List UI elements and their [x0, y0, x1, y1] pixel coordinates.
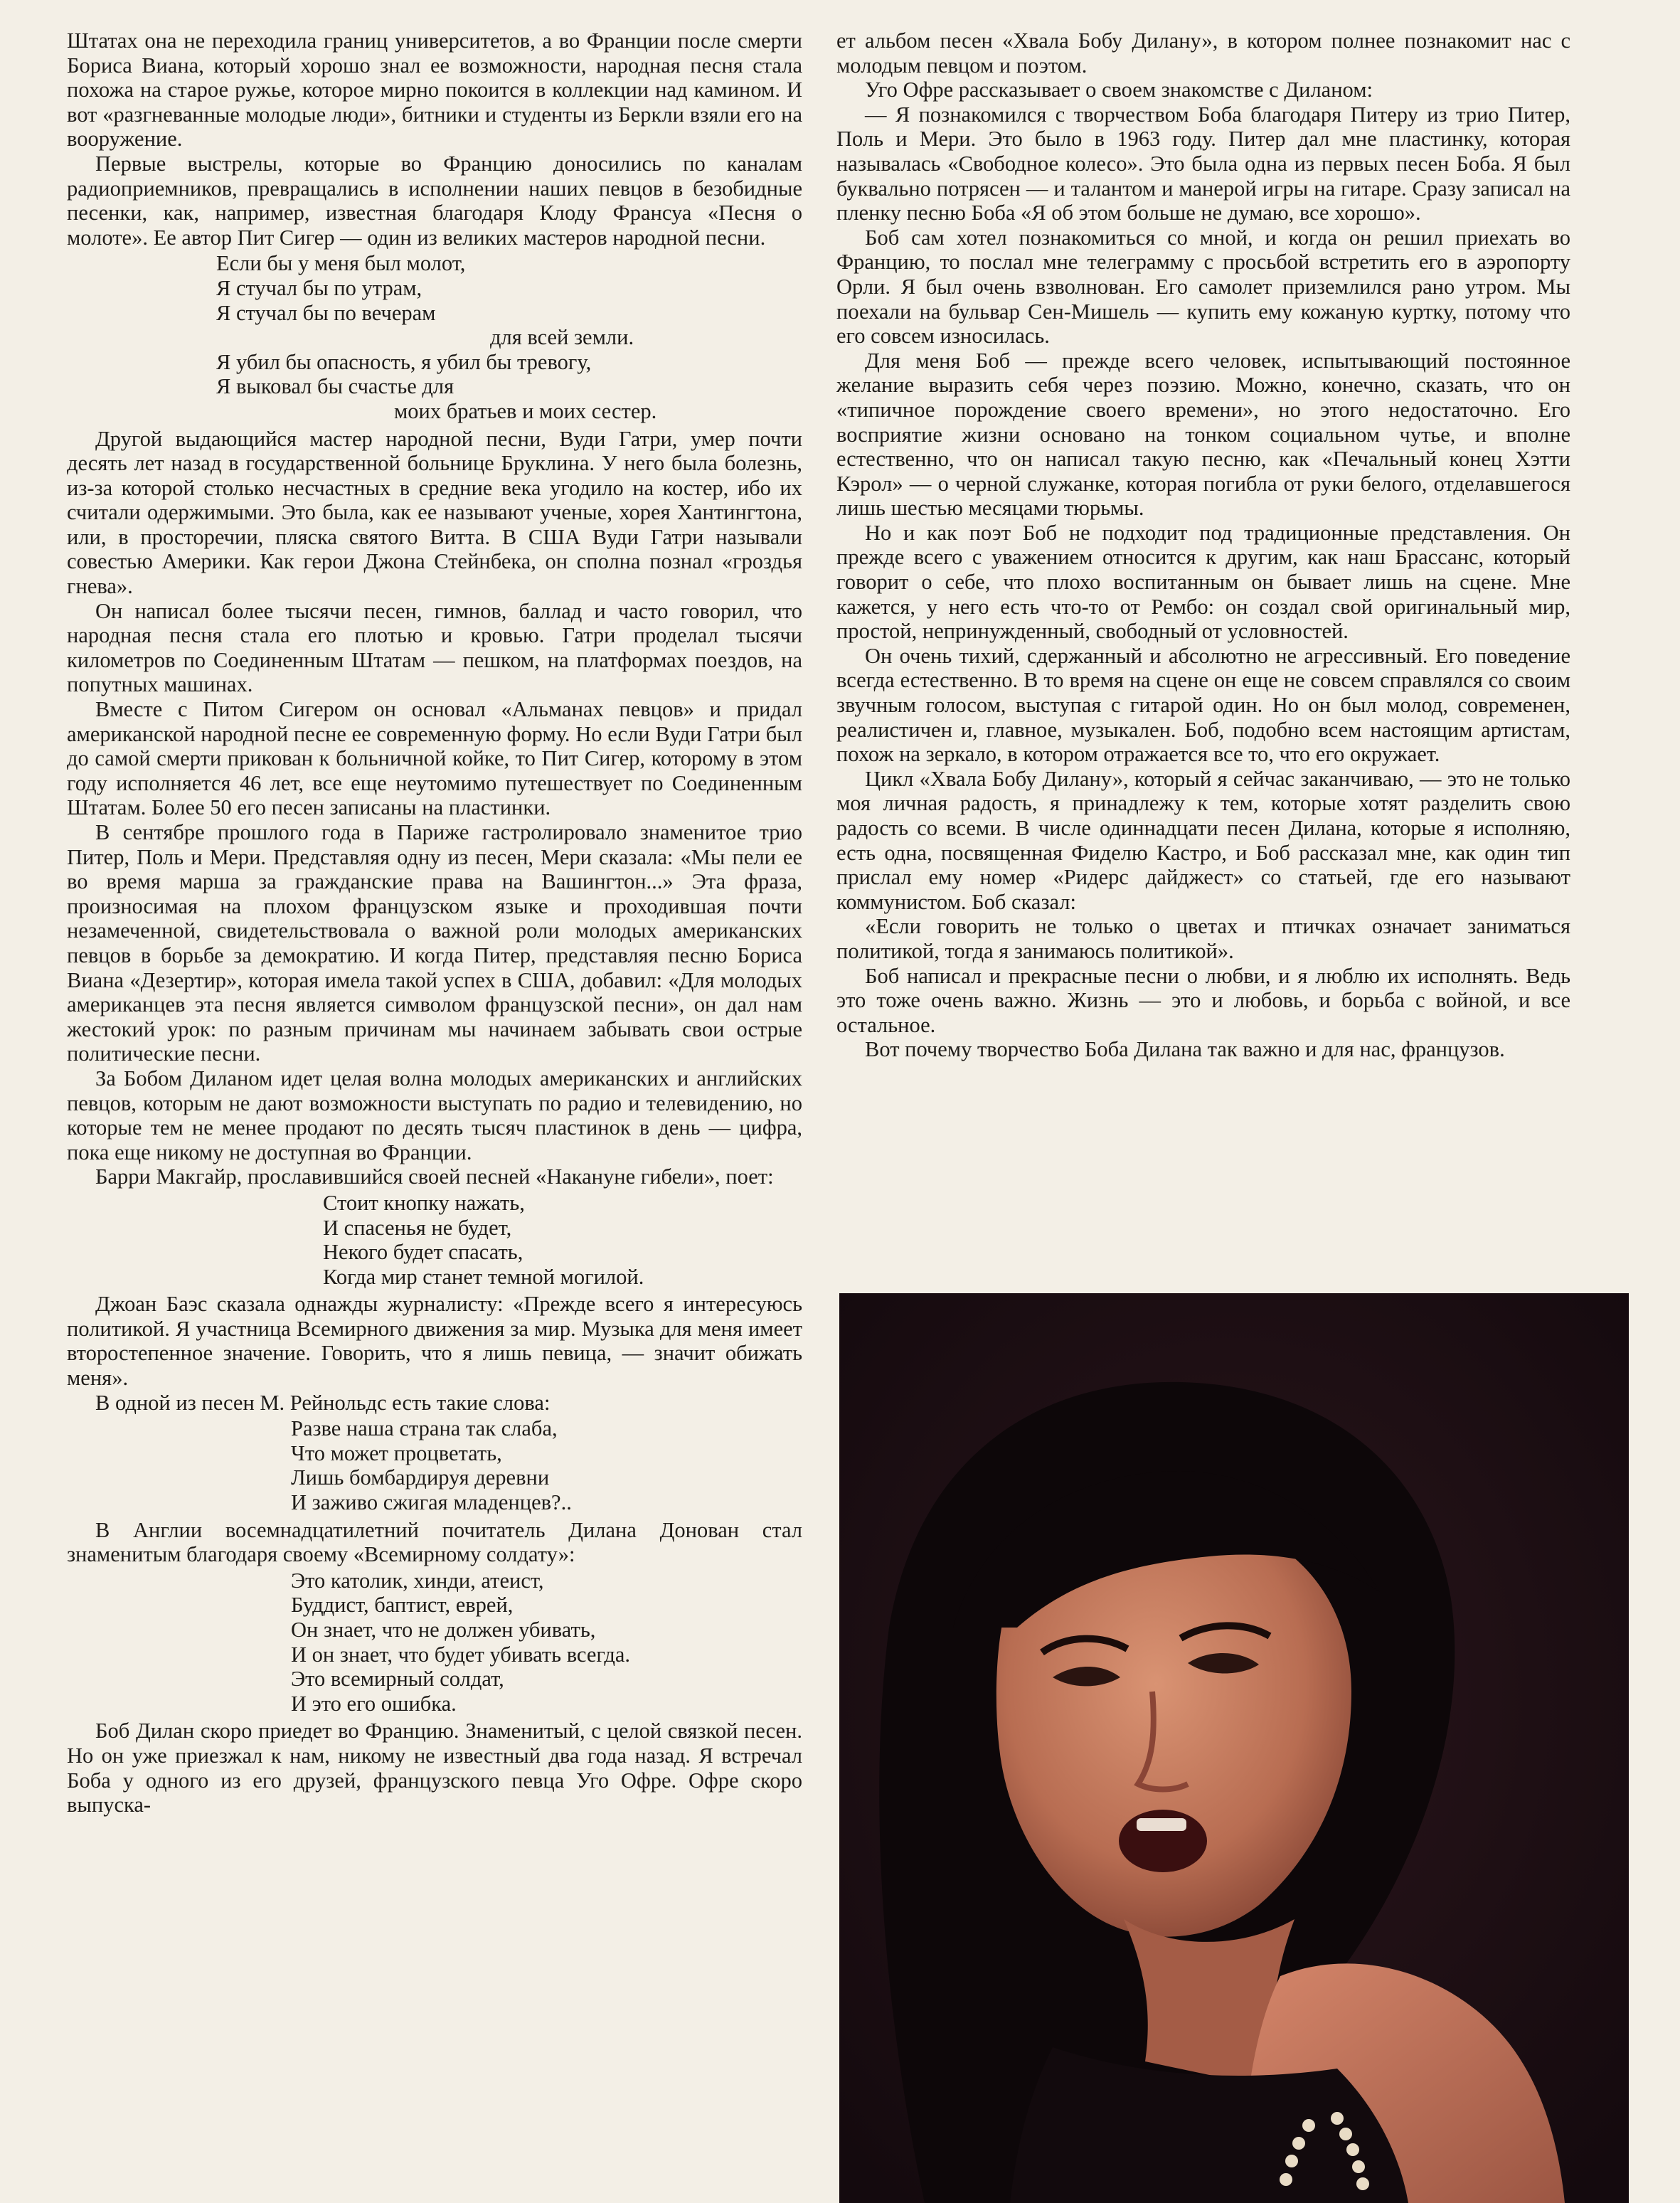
paragraph: Джоан Баэс сказала однажды журналисту: «Прежде всего я интересуюсь политикой. Я участница Всемирного движения за мир. Музыка для меня имеет второстепенное значение. Говорить, что я лишь певица, — значит обижать меня». [67, 1292, 802, 1391]
poem-line: Некого будет спасать, [323, 1240, 523, 1265]
poem-line: Разве наша страна так слаба, [291, 1416, 558, 1441]
paragraph: Но и как поэт Боб не подходит под традиционные представления. Он прежде всего с уважением относится к другим, как наш Брассанс, который говорит о себе, что плохо воспитанным он бывает лишь на сцене. Мне кажется, у него есть что-то от Рембо: он создал свой оригинальный мир, простой, непринужденный, свободный от условностей. [836, 520, 1570, 644]
poem-line: Я стучал бы по утрам, [216, 275, 422, 300]
poem-line: Лишь бомбардируя деревни [291, 1465, 550, 1490]
paragraph: Боб сам хотел познакомиться со мной, и когда он решил приехать во Францию, то послал мне телеграмму с просьбой встретить его в аэропорту Орли. Я был очень взволнован. Его самолет приземлился рано утром. Мы поехали на бульвар Сен-Мишель — купить ему кожаную куртку, потому что его совсем износилась. [836, 225, 1570, 349]
paragraph: Первые выстрелы, которые во Францию доносились по каналам радиоприемников, превращались в исполнении наших певцов в безобидные песенки, как, например, известная благодаря Клоду Франсуа «Песня о молоте». Ее автор Пит Сигер — один из великих мастеров народной песни. [67, 151, 802, 250]
poem-hammer [216, 251, 802, 423]
poem-line: И это его ошибка. [291, 1691, 457, 1716]
paragraph: Для меня Боб — прежде всего человек, испытывающий постоянное желание выразить себя через поэзию. Можно, конечно, сказать, что он «типичное порождение своего времени», но этого недостаточно. Его восприятие жизни основано на тонком социальном чутье, и вполне естественно, что он написал такую песню, как «Печальный конец Хэтти Кэрол» — о черной служанке, которая погибла от руки белого, отделавшегося лишь шестью месяцами тюрьмы. [836, 348, 1570, 521]
paragraph: Цикл «Хвала Бобу Дилану», который я сейчас заканчиваю, — это не только моя личная радость, я принадлежу к тем, которые хотят разделить свою радость со всеми. В числе одиннадцати песен Дилана, которые я исполняю, есть одна, посвященная Фиделю Кастро, и Боб рассказал мне, как один тип прислал ему номер «Ридерс дайджест» со статьей, где его называют коммунистом. Боб сказал: [836, 766, 1570, 914]
paragraph: Барри Макгайр, прославившийся своей песней «Накануне гибели», поет: [95, 1164, 774, 1189]
paragraph: — Я познакомился с творчеством Боба благодаря Питеру из трио Питер, Поль и Мери. Это было в 1963 году. Питер дал мне пластинку, которая называлась «Свободное колесо». Это была одна из первых песен Боба. Я был буквально потрясен — и талантом и манерой игры на гитаре. Сразу записал на пленку песню Боба «Я об этом больше не думаю, все хорошо». [836, 102, 1570, 225]
paragraph: Штатах она не переходила границ университетов, а во Франции после смерти Бориса Виана, который хорошо знал ее возможности, народная песня стала похожа на старое ружье, которое мирно покоится в коллекции над камином. И вот «разгневанные молодые люди», битники и студенты из Беркли взяли его на вооружение. [67, 28, 802, 152]
poem-line: Это католик, хинди, атеист, [291, 1568, 544, 1593]
paragraph: Боб написал и прекрасные песни о любви, и я люблю их исполнять. Ведь это тоже очень важно. Жизнь — это и любовь, и борьба с войной, и все остальное. [836, 963, 1570, 1037]
poem-line: И он знает, что будет убивать всегда. [291, 1642, 631, 1667]
paragraph: ет альбом песен «Хвала Бобу Дилану», в котором полнее познакомит нас с молодым певцом и поэтом. [836, 28, 1570, 78]
poem-line: Буддист, баптист, еврей, [291, 1593, 514, 1618]
poem-line: Что может процветать, [291, 1440, 502, 1465]
paragraph: Уго Офре рассказывает о своем знакомстве с Диланом: [865, 78, 1373, 102]
poem-line: Стоит кнопку нажать, [323, 1190, 525, 1215]
poem-line: Когда мир станет темной могилой. [323, 1264, 644, 1289]
poem-line: Я выковал бы счастье для [216, 374, 454, 399]
poem-line: Я убил бы опасность, я убил бы тревогу, [216, 349, 592, 374]
paragraph: Он написал более тысячи песен, гимнов, баллад и часто говорил, что народная песня стала его плотью и кровью. Гатри проделал тысячи километров по Соединенным Штатам — пешком, на платформах поездов, на попутных машинах. [67, 598, 802, 697]
singer-photo [839, 1293, 1629, 2203]
poem-universal-soldier [291, 1568, 802, 1716]
paragraph: В одной из песен М. Рейнольдс есть такие слова: [95, 1390, 551, 1415]
poem-line: Я стучал бы по вечерам [216, 300, 436, 325]
poem-line: Если бы у меня был молот, [216, 251, 466, 276]
paragraph: Боб Дилан скоро приедет во Францию. Знаменитый, с целой связкой песен. Но он уже приезжал к нам, никому не известный два года назад. Я встречал Боба у одного из его друзей, французского певца Уго Офре. Офре скоро выпуска- [67, 1719, 802, 1817]
poem-button [323, 1191, 802, 1289]
paragraph: В Англии восемнадцатилетний почитатель Дилана Донован стал знаменитым благодаря своему «Всемирному солдату»: [67, 1517, 802, 1567]
poem-line: для всей земли. [490, 325, 634, 350]
right-column [836, 28, 1570, 1062]
poem-line: И заживо сжигая младенцев?.. [291, 1490, 572, 1515]
left-column [67, 28, 802, 1817]
teeth [1137, 1818, 1186, 1831]
poem-line: И спасенья не будет, [323, 1215, 512, 1240]
paragraph: Вот почему творчество Боба Дилана так важно и для нас, французов. [865, 1037, 1505, 1062]
poem-reynolds [291, 1416, 802, 1514]
poem-line: Это всемирный солдат, [291, 1667, 504, 1692]
paragraph: Он очень тихий, сдержанный и абсолютно не агрессивный. Его поведение всегда естественно. В то время на сцене он еще не совсем справлялся со своим звучным голосом, выступая с гитарой один. Но он был молод, современен, реалистичен и, главное, музыкален. Боб, подобно всем настоящим артистам, похож на зеркало, в котором отражается все то, что его окружает. [836, 643, 1570, 767]
poem-line: моих братьев и моих сестер. [394, 398, 657, 423]
quote-paragraph: «Если говорить не только о цветах и птичках означает заниматься политикой, тогда я занимаюсь политикой». [836, 914, 1570, 963]
paragraph: За Бобом Диланом идет целая волна молодых американских и английских певцов, которым не дают возможности выступать по радио и телевидению, но которые тем не менее продают по десять тысяч пластинок в день — цифра, пока еще никому не доступная во Франции. [67, 1066, 802, 1164]
poem-line: Он знает, что не должен убивать, [291, 1618, 596, 1642]
paragraph: Другой выдающийся мастер народной песни, Вуди Гатри, умер почти десять лет назад в государственной больнице Бруклина. У него была болезнь, из-за которой столько несчастных в средние века угодило на костер, ибо их считали одержимыми. Это была, как ее называют ученые, хорея Хантингтона, или, в просторечии, пляска святого Витта. В США Вуди Гатри называли совестью Америки. Как герои Джона Стейнбека, он сполна познал «гроздья гнева». [67, 426, 802, 599]
singer-portrait-illustration [839, 1293, 1629, 2203]
paragraph: Вместе с Питом Сигером он основал «Альманах певцов» и придал американской народной песне ее современную форму. Но если Вуди Гатри был до самой смерти прикован к больничной койке, то Пит Сигер, которому в этом году исполняется 46 лет, все еще неутомимо путешествует по Соединенным Штатам. Более 50 его песен записаны на пластинки. [67, 697, 802, 820]
paragraph: В сентябре прошлого года в Париже гастролировало знаменитое трио Питер, Поль и Мери. Представляя одну из песен, Мери сказала: «Мы пели ее во время марша за гражданские права на Вашингтон...» Эта фраза, произносимая на плохом французском языке и проходившая почти незамеченной, свидетельствовала о важной роли молодых американских певцов в борьбе за демократию. И когда Питер, представляя песню Бориса Виана «Дезертир», которая имела такой успех в США, добавил: «Для молодых американцев эта песня является символом французской песни», он дал нам жестокий урок: по разным причинам мы начинаем забывать свои острые политические песни. [67, 820, 802, 1066]
